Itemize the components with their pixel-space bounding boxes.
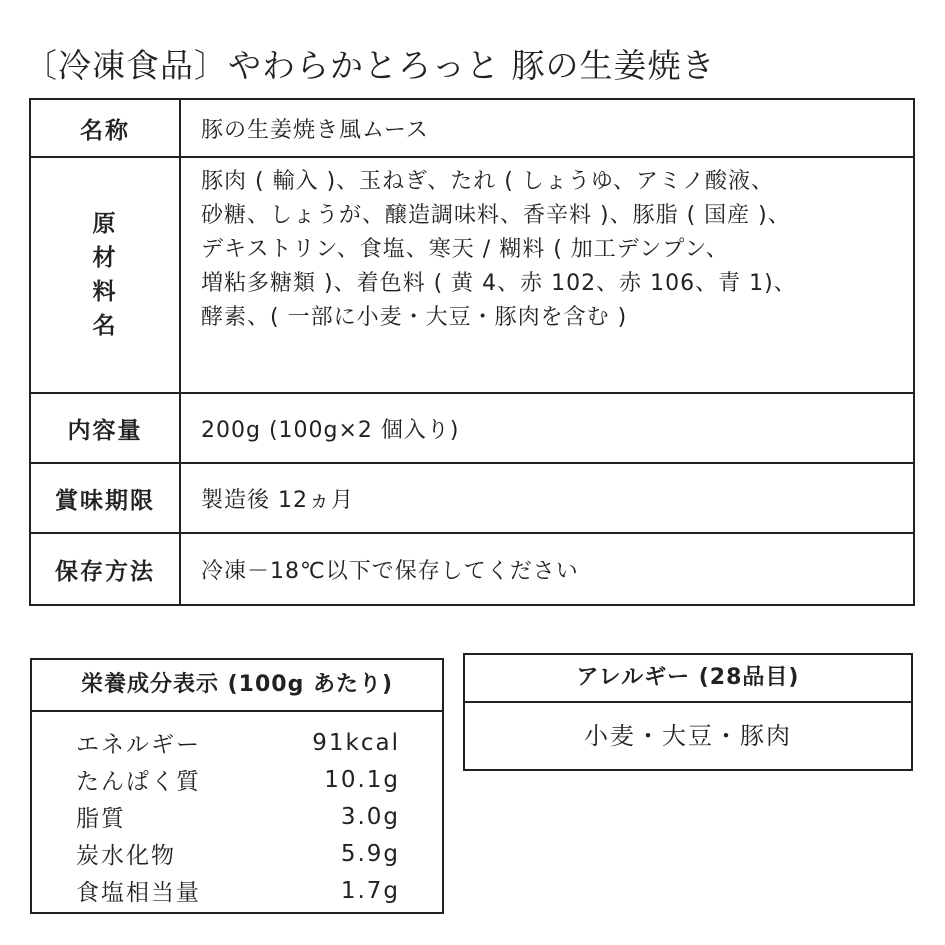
- nutrition-value: 3.0g: [340, 803, 400, 830]
- nutrition-label: 炭水化物: [76, 843, 176, 869]
- name-label: 名称: [30, 99, 180, 157]
- table-row: [30, 533, 914, 605]
- nutrition-list: [32, 712, 442, 909]
- expiry-value: 製造後 12ヵ月: [180, 463, 914, 533]
- ingredients-label-char: 原: [92, 211, 118, 237]
- content-value: 200g (100g×2 個入り): [180, 393, 914, 463]
- expiry-label: 賞味期限: [30, 463, 180, 533]
- storage-label: 保存方法: [30, 533, 180, 605]
- nutrition-box: [30, 658, 444, 914]
- allergy-box: [463, 653, 913, 771]
- nutrition-label: たんぱく質: [76, 769, 201, 795]
- table-row: [30, 99, 914, 157]
- ingredients-label-char: 名: [92, 313, 118, 339]
- storage-value: 冷凍－18℃以下で保存してください: [180, 533, 914, 605]
- table-row: [30, 463, 914, 533]
- nutrition-label: エネルギー: [76, 732, 201, 758]
- nutrition-row: [76, 872, 400, 909]
- table-row: [30, 393, 914, 463]
- ingredients-line: 砂糖、しょうが、醸造調味料、香辛料 )、豚脂 ( 国産 )、: [201, 203, 791, 228]
- product-info-table: [29, 98, 915, 606]
- ingredients-line: デキストリン、食塩、寒天 / 糊料 ( 加工デンプン、: [201, 237, 729, 262]
- nutrition-row: [76, 835, 400, 872]
- table-row: [30, 157, 914, 393]
- nutrition-value: 1.7g: [340, 877, 400, 904]
- nutrition-label: 脂質: [76, 806, 126, 832]
- nutrition-row: [76, 798, 400, 835]
- nutrition-value: 91kcal: [312, 729, 400, 756]
- ingredients-label: [30, 157, 180, 393]
- ingredients-value: [180, 157, 914, 393]
- ingredients-line: 酵素、( 一部に小麦・大豆・豚肉を含む ): [201, 305, 628, 330]
- nutrition-row: [76, 761, 400, 798]
- allergy-value: 小麦・大豆・豚肉: [584, 722, 792, 750]
- nutrition-row: [76, 724, 400, 761]
- ingredients-line: 増粘多糖類 )、着色料 ( 黄 4、赤 102、赤 106、青 1)、: [201, 271, 797, 296]
- ingredients-line: 豚肉 ( 輸入 )、玉ねぎ、たれ ( しょうゆ、アミノ酸液、: [201, 169, 774, 194]
- content-label: 内容量: [30, 393, 180, 463]
- nutrition-value: 10.1g: [324, 766, 400, 793]
- page-title: 〔冷凍食品〕やわらかとろっと 豚の生姜焼き: [24, 46, 716, 85]
- allergy-heading: アレルギー (28品目): [465, 655, 911, 703]
- nutrition-value: 5.9g: [340, 840, 400, 867]
- nutrition-heading: 栄養成分表示 (100g あたり): [32, 660, 442, 712]
- ingredients-label-char: 料: [92, 279, 118, 305]
- nutrition-label: 食塩相当量: [76, 880, 201, 906]
- name-value: 豚の生姜焼き風ムース: [180, 99, 914, 157]
- ingredients-label-char: 材: [92, 245, 118, 271]
